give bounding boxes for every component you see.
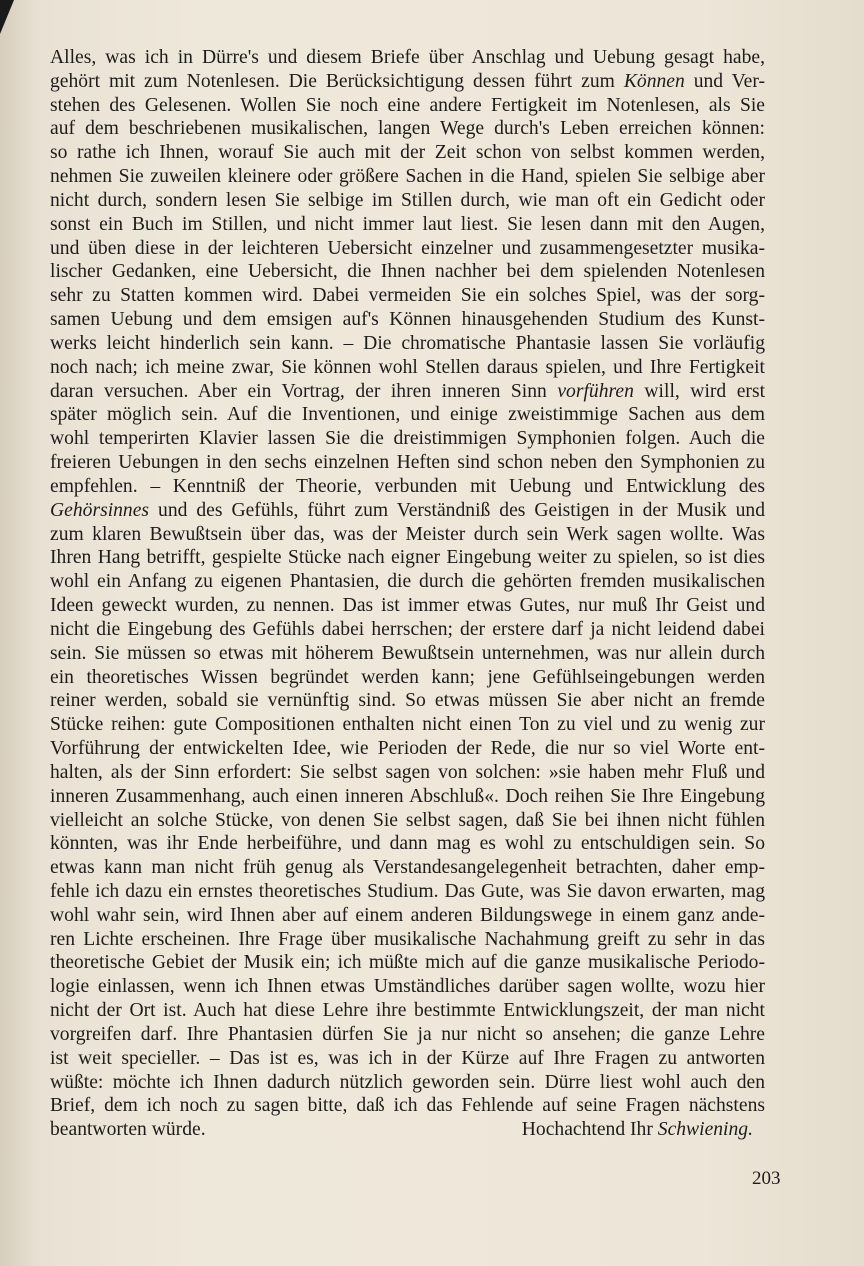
text-line: noch nach; ich meine zwar, Sie können wohl Stellen daraus spielen, und Ihre Fertigkeit — [50, 356, 765, 378]
text-line: so rathe ich Ihnen, worauf Sie auch mit der Zeit schon von selbst kommen werden, — [50, 142, 765, 164]
text-line: und üben diese in der leichteren Uebersicht einzelner und zusammengesetzter musika- — [50, 237, 765, 259]
text-line: Ideen geweckt wurden, zu nennen. Das ist immer etwas Gutes, nur muß Ihr Geist und — [50, 595, 765, 617]
page-number: 203 — [752, 1168, 781, 1189]
text-line: wohl wahr sein, wird Ihnen aber auf einem anderen Bildungswege in einem ganz ande- — [50, 904, 765, 926]
text-line: Vorführung der entwickelten Idee, wie Perioden der Rede, die nur so viel Worte ent- — [50, 738, 765, 760]
text-line: reiner werden, sobald sie vernünftig sind. So etwas müssen Sie aber nicht an fremde — [50, 690, 765, 712]
text-line: lischer Gedanken, eine Uebersicht, die Ihnen nachher bei dem spielenden Notenlesen — [50, 261, 765, 283]
text-line: Gehörsinnes und des Gefühls, führt zum Verständniß des Geistigen in der Musik und — [50, 499, 765, 521]
text-line: freieren Uebungen in den sechs einzelnen Heften sind schon neben den Symphonien zu — [50, 452, 765, 474]
text-line: vielleicht an solche Stücke, von denen Sie selbst sagen, daß Sie bei ihnen nicht fühlen — [50, 809, 765, 831]
text-line: nehmen Sie zuweilen kleinere oder größere Sachen in die Hand, spielen Sie selbige aber — [50, 166, 765, 188]
text-line: logie einlassen, wenn ich Ihnen etwas Umständliches darüber sagen wollte, wozu hier — [50, 976, 765, 998]
text-line: vorgreifen darf. Ihre Phantasien dürfen Sie ja nur nicht so ansehen; die ganze Lehre — [50, 1023, 765, 1045]
text-line: nicht durch, sondern lesen Sie selbige im Stillen durch, wie man oft ein Gedicht oder — [50, 189, 765, 211]
text-line: könnten, was ihr Ende herbeiführe, und dann mag es wohl zu entschuldigen sein. So — [50, 833, 765, 855]
text-line: gehört mit zum Notenlesen. Die Berücksichtigung dessen führt zum Können und Ver- — [50, 70, 765, 92]
text-line: Brief, dem ich noch zu sagen bitte, daß ich das Fehlende auf seine Fragen nächstens — [50, 1095, 765, 1117]
closing-text: beantworten würde. — [50, 1119, 206, 1141]
text-line: fehle ich dazu ein ernstes theoretisches Studium. Das Gute, was Sie davon erwarten, mag — [50, 880, 765, 902]
text-line: empfehlen. – Kenntniß der Theorie, verbunden mit Uebung und Entwicklung des — [50, 475, 765, 497]
text-line: auf dem beschriebenen musikalischen, langen Wege durch's Leben erreichen können: — [50, 118, 765, 140]
text-line: wüßte: möchte ich Ihnen dadurch nützlich geworden sein. Dürre liest wohl auch den — [50, 1071, 765, 1093]
text-line: später möglich sein. Auf die Inventionen, und einige zweistimmige Sachen aus dem — [50, 404, 765, 426]
text-line: Stücke reihen: gute Compositionen enthalten nicht einen Ton zu viel und zu wenig zur — [50, 714, 765, 736]
text-line: werks leicht hinderlich sein kann. – Die chromatische Phantasie lassen Sie vorläufig — [50, 332, 765, 354]
text-line: Alles, was ich in Dürre's und diesem Briefe über Anschlag und Uebung gesagt habe, — [50, 47, 765, 68]
signature-name: Schwiening. — [657, 1119, 753, 1141]
emphasis-koennen: Können — [623, 70, 685, 92]
letter-body — [50, 46, 765, 1142]
emphasis-vorfuehren: vorführen — [557, 380, 634, 402]
text-line: stehen des Gelesenen. Wollen Sie noch eine andere Fertigkeit im Notenlesen, als Sie — [50, 94, 765, 116]
text-line: sonst ein Buch im Stillen, und nicht immer laut liest. Sie lesen dann mit den Augen, — [50, 213, 765, 235]
text-line: inneren Zusammenhang, auch einen inneren Abschluß«. Doch reihen Sie Ihre Eingebung — [50, 785, 765, 807]
text-line: nicht der Ort ist. Auch hat diese Lehre ihre bestimmte Entwicklungszeit, der man nicht — [50, 1000, 765, 1022]
text-line: sehr zu Statten kommen wird. Dabei vermeiden Sie ein solches Spiel, was der sorg- — [50, 285, 765, 307]
text-line: ren Lichte erscheinen. Ihre Frage über musikalische Nachahmung greift zu sehr in das — [50, 928, 765, 950]
text-line: samen Uebung und dem emsigen auf's Können hinausgehenden Studium des Kunst- — [50, 309, 765, 331]
text-line: nicht die Eingebung des Gefühls dabei herrschen; der erstere darf ja nicht leidend dabei — [50, 618, 765, 640]
emphasis-gehoersinnes: Gehörsinnes — [50, 499, 150, 521]
text-line: etwas kann man nicht früh genug als Verstandesangelegenheit betrachten, daher emp- — [50, 857, 765, 879]
text-line: theoretische Gebiet der Musik ein; ich müßte mich auf die ganze musikalische Periodo- — [50, 952, 765, 974]
signature: Hochachtend Ihr Schwiening. — [521, 1119, 753, 1141]
text-line: daran versuchen. Aber ein Vortrag, der ihren inneren Sinn vorführen will, wird erst — [50, 380, 765, 402]
letter-closing — [50, 1118, 765, 1142]
text-line: zum klaren Bewußtsein über das, was der Meister durch sein Werk sagen wollte. Was — [50, 523, 765, 545]
text-line: sein. Sie müssen so etwas mit höherem Bewußtsein unternehmen, was nur allein durch — [50, 642, 765, 664]
text-line: halten, als der Sinn erfordert: Sie selbst sagen von solchen: »sie haben mehr Fluß und — [50, 761, 765, 783]
page-corner-shadow — [0, 0, 14, 34]
text-line: Ihren Hang betrifft, gespielte Stücke nach eigner Eingebung weiter zu spielen, so ist dies — [50, 547, 765, 569]
text-line: ein theoretisches Wissen begründet werden kann; jene Gefühlseingebungen werden — [50, 666, 765, 688]
text-line: wohl temperirten Klavier lassen Sie die dreistimmigen Symphonien folgen. Auch die — [50, 428, 765, 450]
text-line: ist weit specieller. – Das ist es, was ich in der Kürze auf Ihre Fragen zu antworten — [50, 1047, 765, 1069]
text-line: wohl ein Anfang zu eigenen Phantasien, die durch die gehörten fremden musikalischen — [50, 571, 765, 593]
